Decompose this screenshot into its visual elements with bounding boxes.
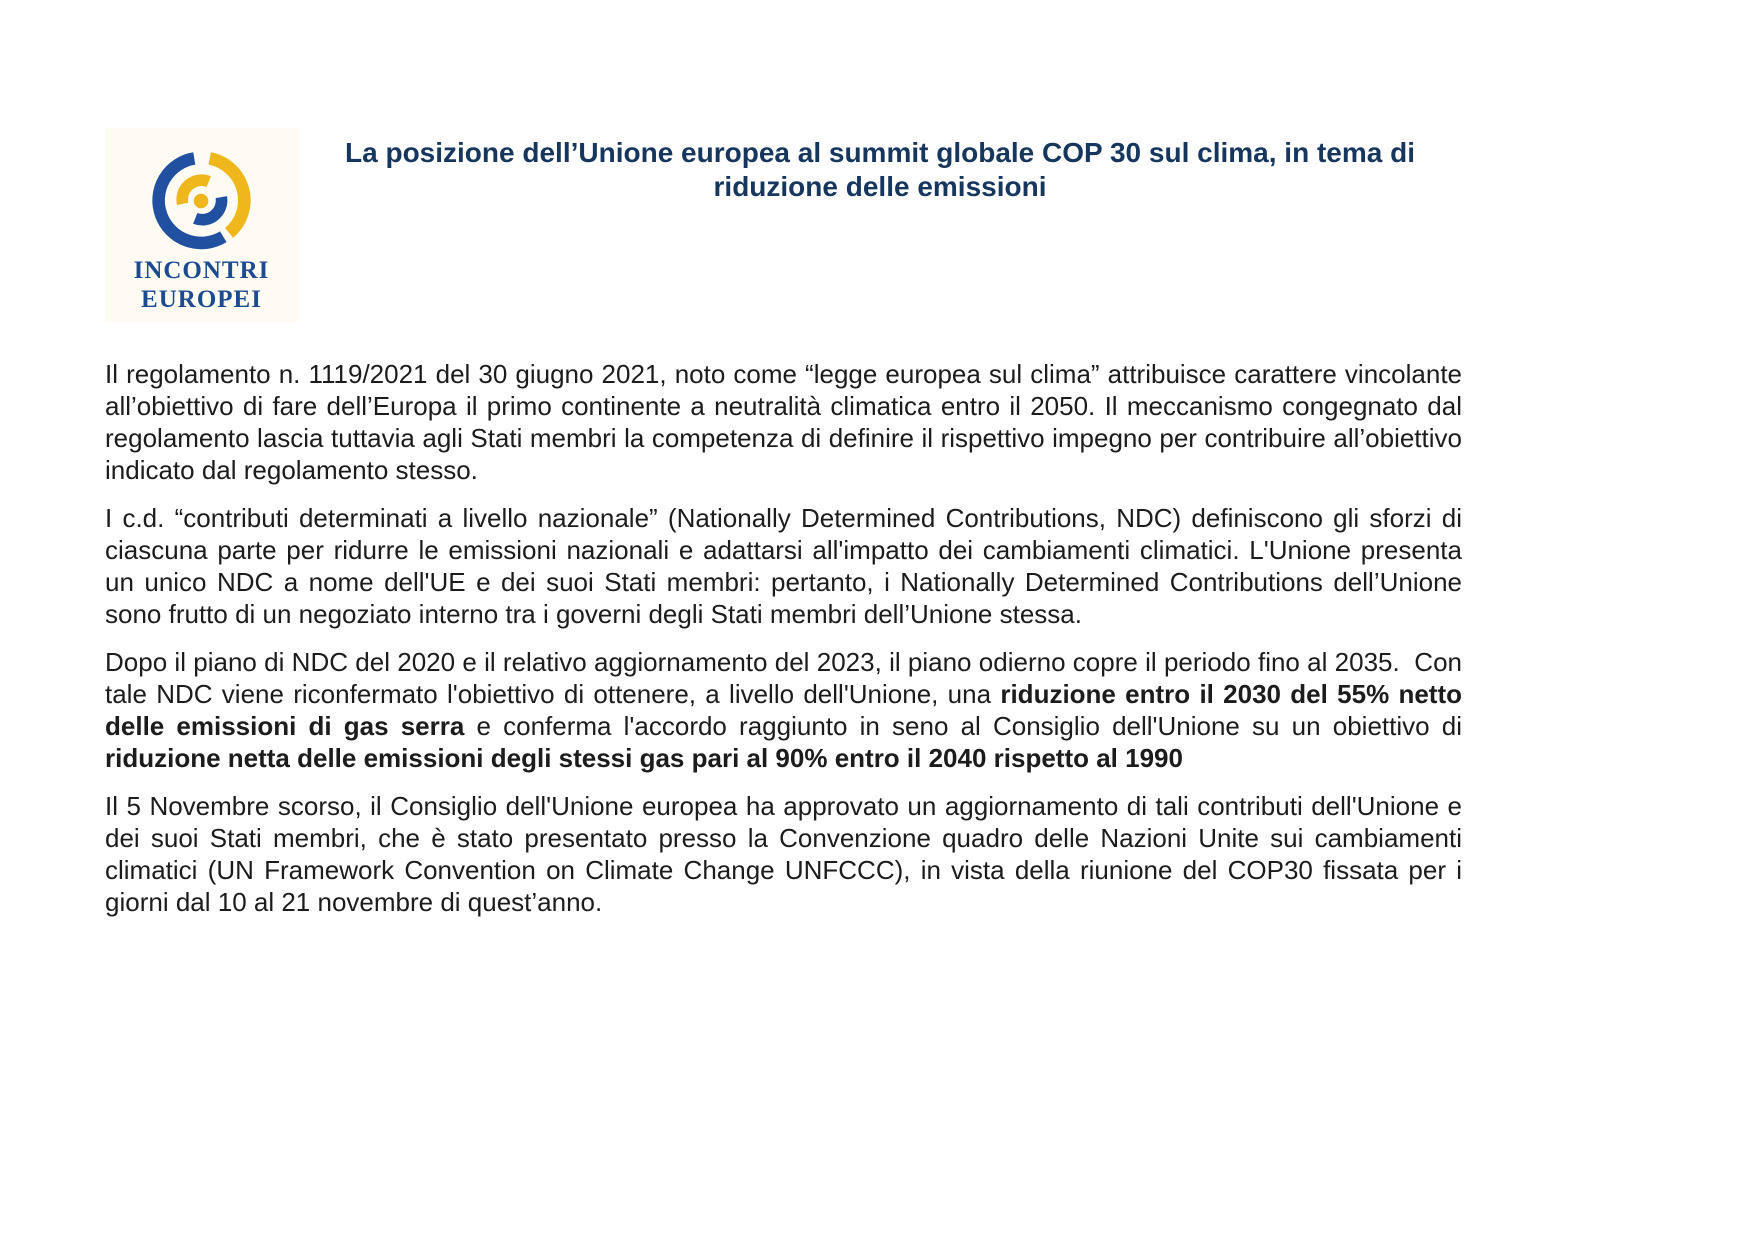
swirl-spiral-icon bbox=[144, 142, 260, 258]
title-area bbox=[298, 128, 1462, 204]
paragraph-4-text: Il 5 Novembre scorso, il Consiglio dell'Unione europea ha approvato un aggiornamento di tali contributi dell'Unione e dei suoi Stati membri, che è stato presentato presso la Convenzione quadro delle Nazioni Unite sui cambiamenti climatici (UN Framework Convention on Climate Change UNFCCC), in vista della riunione del COP30 fissata per i giorni dal 10 al 21 novembre di quest’anno. bbox=[105, 791, 1462, 917]
paragraph-1 bbox=[105, 358, 1462, 486]
incontri-europei-logo bbox=[105, 128, 298, 322]
paragraph-4 bbox=[105, 790, 1462, 918]
logo-wordmark-line2: EUROPEI bbox=[141, 286, 262, 313]
document-body bbox=[105, 358, 1462, 934]
paragraph-3-bold-run-2: riduzione entro il 2030 del 55% netto delle emissioni di gas serra bbox=[105, 679, 1462, 741]
paragraph-3-bold-run-4: riduzione netta delle emissioni degli stessi gas pari al 90% entro il 2040 rispetto al 1990 bbox=[105, 743, 1183, 773]
paragraph-2 bbox=[105, 502, 1462, 630]
logo-wordmark-line1: INCONTRI bbox=[133, 257, 270, 284]
paragraph-1-text: Il regolamento n. 1119/2021 del 30 giugno 2021, noto come “legge europea sul clima” attribuisce carattere vincolante all’obiettivo di fare dell’Europa il primo continente a neutralità climatica entro il 2050. Il meccanismo congegnato dal regolamento lascia tuttavia agli Stati membri la competenza di definire il rispettivo impegno per contribuire all’obiettivo indicato dal regolamento stesso. bbox=[105, 359, 1462, 485]
page-title: La posizione dell’Unione europea al summit globale COP 30 sul clima, in tema di riduzione delle emissioni bbox=[345, 137, 1415, 202]
logo-wordmark bbox=[134, 256, 270, 314]
paragraph-3 bbox=[105, 646, 1462, 774]
paragraph-3-run-1: Dopo il piano di NDC del 2020 e il relativo aggiornamento del 2023, il piano odierno copre il periodo fino al 2035. Con tale NDC viene riconfermato l'obiettivo di ottenere, a livello dell'Unione, una bbox=[105, 647, 1462, 709]
document-header bbox=[105, 128, 1462, 322]
paragraph-2-text: I c.d. “contributi determinati a livello nazionale” (Nationally Determined Contributions, NDC) definiscono gli sforzi di ciascuna parte per ridurre le emissioni nazionali e adattarsi all'impatto dei cambiamenti climatici. L'Unione presenta un unico NDC a nome dell'UE e dei suoi Stati membri: pertanto, i Nationally Determined Contributions dell’Unione sono frutto di un negoziato interno tra i governi degli Stati membri dell’Unione stessa. bbox=[105, 503, 1462, 629]
paragraph-3-run-3: e conferma l'accordo raggiunto in seno al Consiglio dell'Unione su un obiettivo di bbox=[464, 711, 1462, 741]
